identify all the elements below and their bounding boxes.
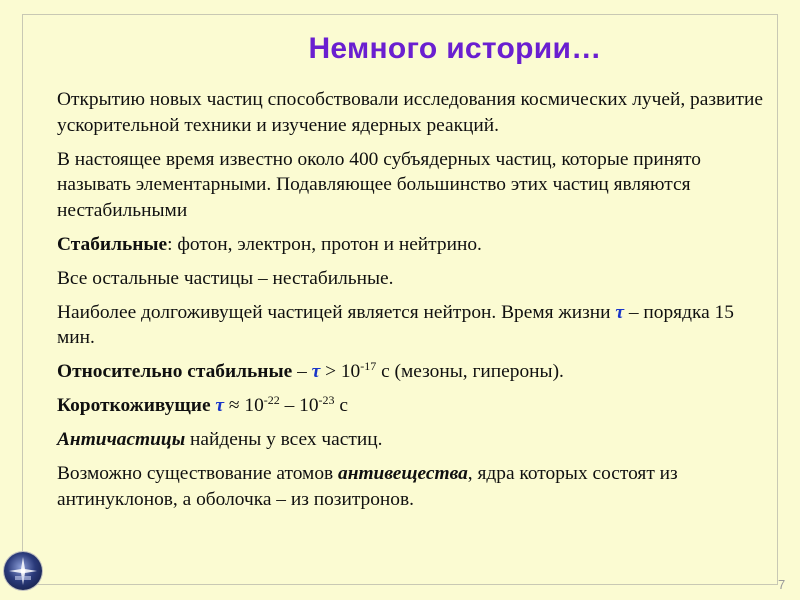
tau-symbol: τ: [311, 361, 321, 382]
frame-rule-top: [22, 14, 778, 15]
tau-symbol: τ: [615, 301, 624, 323]
relatively-stable-op: > 10: [320, 361, 361, 382]
paragraph-stable: [57, 232, 767, 258]
frame-rule-right: [777, 14, 778, 585]
short-lived-op: ≈ 10: [224, 395, 264, 416]
antiparticles-rest: найдены у всех частиц.: [185, 429, 383, 450]
exponent: -23: [318, 393, 335, 407]
exponent: -22: [263, 393, 280, 407]
relatively-stable-dash: –: [292, 361, 312, 382]
paragraph-antimatter: [57, 461, 767, 512]
paragraph-discovery: [57, 87, 767, 138]
frame-rule-left: [22, 14, 23, 585]
page-number: 7: [778, 577, 786, 592]
paragraph-antiparticles: [57, 427, 767, 453]
stable-text: : фотон, электрон, протон и нейтрино.: [167, 233, 482, 255]
stable-label: Стабильные: [57, 233, 168, 255]
relatively-stable-rest: с (мезоны, гипероны).: [376, 361, 564, 382]
paragraph-unstable: [57, 266, 767, 292]
paragraph-short-lived: [57, 393, 767, 419]
tau-symbol: τ: [215, 395, 225, 416]
exponent: -17: [360, 359, 377, 373]
paragraph-neutron: [57, 300, 767, 351]
paragraph-count-text: В настоящее время известно около 400 субъядерных частиц, которые принято называть элементарными. Подавляющее большинство этих частиц являются нестабильными: [57, 148, 701, 221]
relatively-stable-label: Относительно стабильные: [57, 361, 293, 382]
slide-title-text: Немного истории…: [308, 32, 602, 65]
frame-rule-bottom: [22, 584, 778, 585]
antimatter-rest: , ядра которых состоят из антинуклонов, а оболочка – из позитронов.: [57, 463, 678, 510]
antimatter-text: Возможно существование атомов: [57, 463, 339, 484]
paragraph-unstable-text: Все остальные частицы – нестабильные.: [57, 267, 394, 289]
paragraph-discovery-text: Открытию новых частиц способствовали исследования космических лучей, развитие ускорительной техники и изучение ядерных реакций.: [57, 89, 763, 136]
neutron-rest: – порядка 15 мин.: [57, 301, 734, 348]
paragraph-relatively-stable: [57, 359, 767, 385]
antiparticles-label: Античастицы: [57, 429, 186, 450]
antimatter-label: антивещества: [338, 463, 468, 484]
short-lived-rest: с: [334, 395, 349, 416]
paragraph-count: [57, 147, 767, 224]
neutron-text: Наиболее долгоживущей частицей является нейтрон. Время жизни: [57, 301, 616, 323]
slide-body: [57, 87, 767, 521]
star-emblem-svg: [4, 552, 42, 590]
slide-title: [0, 32, 800, 66]
short-lived-mid: – 10: [279, 395, 319, 416]
star-emblem-icon: [4, 552, 42, 590]
short-lived-label: Короткоживущие: [57, 395, 211, 416]
